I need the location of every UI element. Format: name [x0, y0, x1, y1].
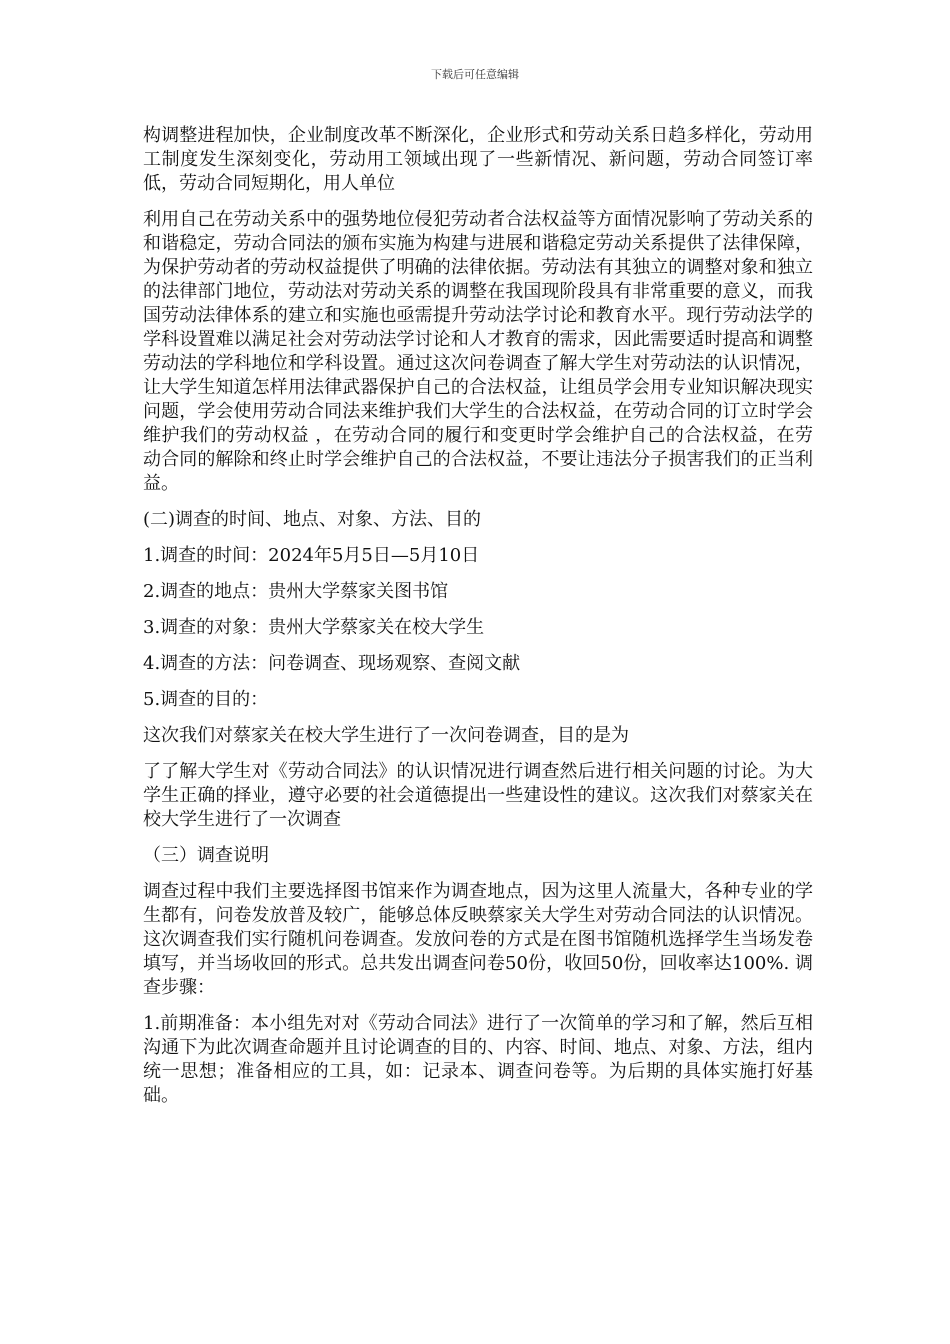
paragraph-1: 构调整进程加快，企业制度改革不断深化，企业形式和劳动关系日趋多样化，劳动用工制度发生深刻变化，劳动用工领域出现了一些新情况、新问题，劳动合同签订率低，劳动合同短期化，用人单位: [143, 125, 813, 194]
document-body: [143, 124, 813, 1120]
survey-purpose-label: 5.调查的目的：: [143, 689, 269, 710]
survey-purpose-line-2: 了了解大学生对《劳动合同法》的认识情况进行调查然后进行相关问题的讨论。为大学生正确的择业，遵守必要的社会道德提出一些建设性的建议。这次我们对蔡家关在校大学生进行了一次调查: [143, 761, 813, 830]
survey-description: 调查过程中我们主要选择图书馆来作为调查地点，因为这里人流量大，各种专业的学生都有，问卷发放普及较广，能够总体反映蔡家关大学生对劳动合同法的认识情况。这次调查我们实行随机问卷调查。发放问卷的方式是在图书馆随机选择学生当场发卷填写，并当场收回的形式。总共发出调查问卷50份，收回50份，回收率达100%. 调查步骤：: [143, 881, 813, 998]
survey-time: 1.调查的时间：2024年5月5日—5月10日: [143, 545, 480, 566]
survey-target: 3.调查的对象：贵州大学蔡家关在校大学生: [143, 617, 485, 638]
page-header: 下载后可任意编辑: [431, 68, 519, 81]
paragraph-2: 利用自己在劳动关系中的强势地位侵犯劳动者合法权益等方面情况影响了劳动关系的和谐稳定，劳动合同法的颁布实施为构建与进展和谐稳定劳动关系提供了法律保障，为保护劳动者的劳动权益提供了明确的法律依据。劳动法有其独立的调整对象和独立的法律部门地位，劳动法对劳动关系的调整在我国现阶段具有非常重要的意义，而我国劳动法律体系的建立和实施也亟需提升劳动法学讨论和教育水平。现行劳动法学的学科设置难以满足社会对劳动法学讨论和人才教育的需求，因此需要适时提高和调整劳动法的学科地位和学科设置。通过这次问卷调查了解大学生对劳动法的认识情况，让大学生知道怎样用法律武器保护自己的合法权益，让组员学会用专业知识解决现实问题，学会使用劳动合同法来维护我们大学生的合法权益，在劳动合同的订立时学会维护我们的劳动权益 ，在劳动合同的履行和变更时学会维护自己的合法权益，在劳动合同的解除和终止时学会维护自己的合法权益，不要让违法分子损害我们的正当利益。: [143, 209, 813, 494]
survey-purpose-line-1: 这次我们对蔡家关在校大学生进行了一次问卷调查，目的是为: [143, 725, 629, 746]
preparation-step: 1.前期准备：本小组先对对《劳动合同法》进行了一次简单的学习和了解，然后互相沟通下为此次调查命题并且讨论调查的目的、内容、时间、地点、对象、方法，组内统一思想；准备相应的工具，如：记录本、调查问卷等。为后期的具体实施打好基础。: [143, 1013, 813, 1106]
survey-method: 4.调查的方法：问卷调查、现场观察、查阅文献: [143, 653, 521, 674]
section-heading-3: （三）调查说明: [143, 845, 269, 866]
survey-location: 2.调查的地点：贵州大学蔡家关图书馆: [143, 581, 449, 602]
section-heading-2: (二)调查的时间、地点、对象、方法、目的: [143, 509, 482, 530]
